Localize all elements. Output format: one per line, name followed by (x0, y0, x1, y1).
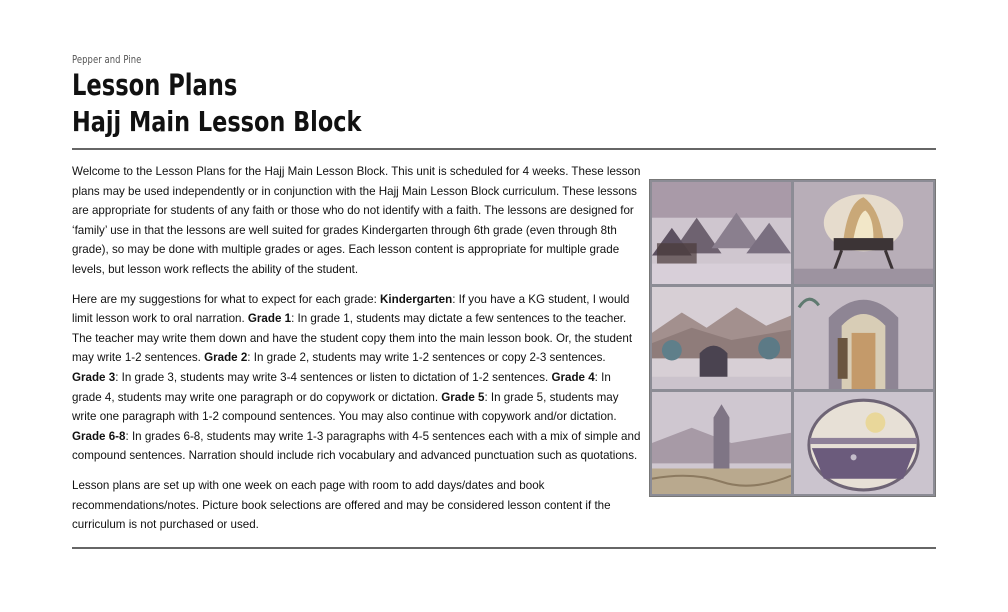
grade-1-text: : In grade 1, students may dictate a few sentences to the teacher. The teacher may write them down and have the student copy them into the main lesson book. Or, the student may write 1-2 sentences. (72, 312, 633, 365)
grade-4-label: Grade 4 (551, 370, 595, 384)
grade-2-text: : In grade 2, students may write 1-2 sentences or copy 2-3 sentences. (247, 351, 606, 365)
illustration-sunset (794, 392, 933, 494)
illustration-fire (794, 182, 933, 284)
grade-5-text: : In grade 5, students may write one paragraph with 1-2 compound sentences. You may also continue with copywork and/or dictation. (72, 390, 619, 424)
grades-lead: Here are my suggestions for what to expect for each grade: (72, 292, 381, 306)
illustration-hills (652, 287, 791, 389)
illustration-collage (649, 179, 936, 497)
grade-4-text: : In grade 4, students may write one paragraph or do copywork or dictation. (72, 370, 611, 404)
grade-3-label: Grade 3 (72, 370, 116, 384)
top-divider (72, 148, 936, 150)
page-subtitle: Hajj Main Lesson Block (72, 105, 362, 138)
grade-5-label: Grade 5 (441, 390, 485, 404)
intro-paragraph: Welcome to the Lesson Plans for the Hajj Main Lesson Block. This unit is scheduled for 4 weeks. These lesson plans may be used independently or in conjunction with the Hajj Main Lesson Block curriculum. These lessons are appropriate for students of any faith or those who do not identify with a faith. The lessons are designed for ‘family’ use in that the lessons are well suited for grades Kindergarten through 6th grade (even through 8th grade), so may be done with multiple grades or ages. Each lesson content is appropriate for multiple grade levels, but lesson work reflects the ability of the student. (72, 165, 641, 276)
bottom-divider (72, 547, 936, 549)
illustration-obelisk (652, 392, 791, 494)
grade-2-label: Grade 2 (204, 351, 248, 365)
illustration-doorway (794, 287, 933, 389)
body-text (72, 162, 642, 545)
grade-kg-text: : If you have a KG student, I would limit lesson work to oral narration. (72, 292, 630, 326)
grade-3-text: : In grade 3, students may write 3-4 sentences or listen to dictation of 1-2 sentences. (115, 370, 552, 384)
grade-6-8-text: : In grades 6-8, students may write 1-3 paragraphs with 4-5 sentences each with a mix of simple and compound sentences. Narration should include rich vocabulary and advanced punctuation such as quotations. (72, 429, 641, 463)
closing-paragraph: Lesson plans are set up with one week on each page with room to add days/dates and book recommendations/notes. Picture book selections are offered and may be considered lesson content if the curriculum is not purchased or used. (72, 478, 611, 532)
brand-name: Pepper and Pine (72, 53, 142, 66)
grade-1-label: Grade 1 (247, 312, 292, 326)
grades-paragraph (72, 290, 642, 466)
grade-kg-label: Kindergarten (380, 292, 453, 306)
illustration-tents (652, 182, 791, 284)
grade-6-8-label: Grade 6-8 (72, 429, 126, 443)
page-title: Lesson Plans (72, 68, 238, 102)
